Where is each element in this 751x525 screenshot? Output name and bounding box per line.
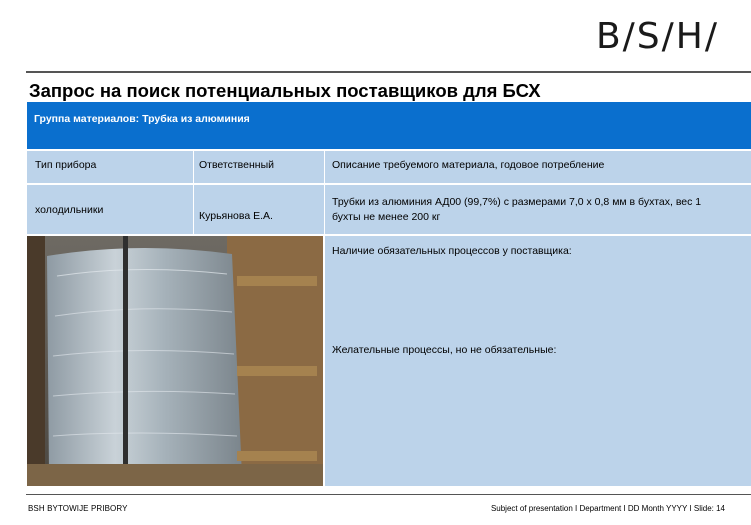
header-device-type: Тип прибора — [35, 159, 97, 171]
footer-divider — [26, 494, 751, 495]
optional-processes-label: Желательные процессы, но не обязательные: — [332, 344, 557, 356]
header-divider — [26, 71, 751, 73]
footer-company: BSH BYTOWIJE PRIBORY — [28, 504, 128, 513]
row-device-type: холодильники — [35, 204, 104, 216]
header-description: Описание требуемого материала, годовое потребление — [332, 159, 605, 171]
material-group-band — [27, 102, 751, 149]
page-title: Запрос на поиск потенциальных поставщиков для БСХ — [29, 80, 541, 101]
row-responsible: Курьянова Е.А. — [199, 210, 273, 222]
bsh-logo: B/S/H/ — [595, 16, 719, 57]
row-description: Трубки из алюминия АД00 (99,7%) с размерами 7,0 х 0,8 мм в бухтах, вес 1 бухты не менее 200 кг — [332, 196, 702, 223]
mandatory-processes-label: Наличие обязательных процессов у поставщика: — [332, 245, 572, 257]
material-group-label: Группа материалов: Трубка из алюминия — [34, 113, 250, 125]
header-responsible: Ответственный — [199, 159, 274, 171]
aluminium-coil-photo — [27, 236, 323, 486]
footer-slide-info: Subject of presentation I Department I DD Month YYYY I Slide: 14 — [490, 504, 725, 513]
processes-cell — [325, 236, 751, 486]
